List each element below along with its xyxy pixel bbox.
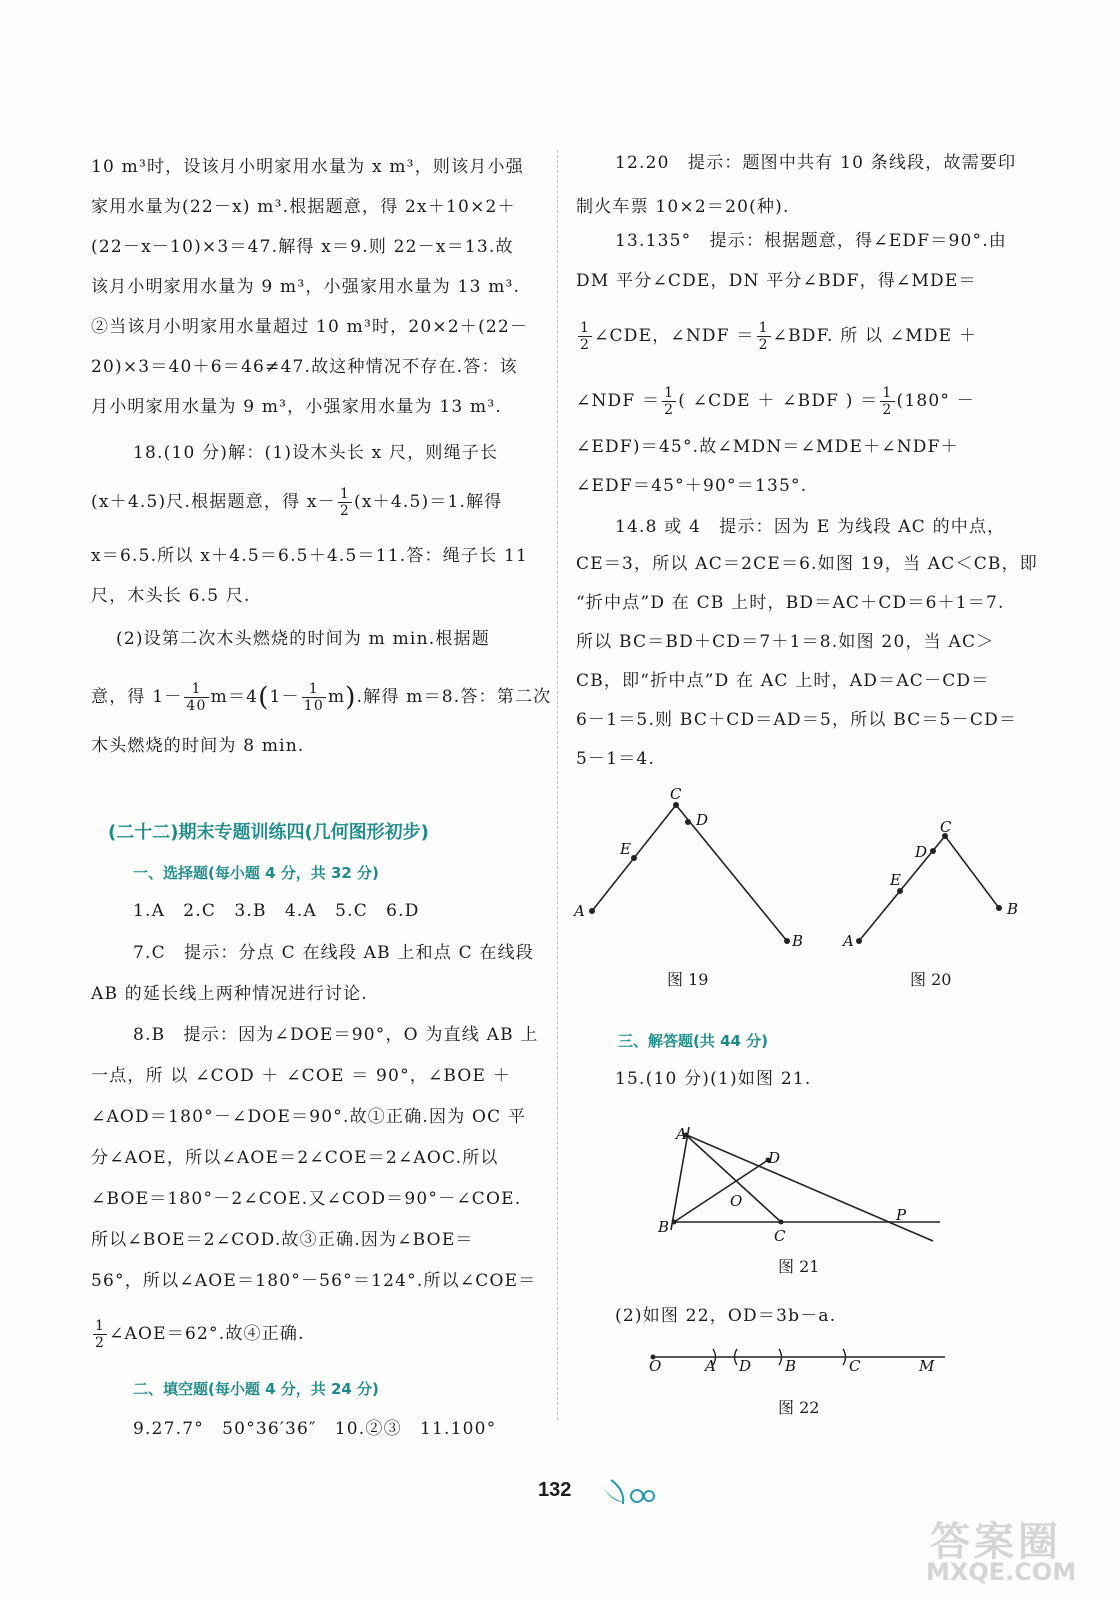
figure-22-caption: 图 22 xyxy=(778,1398,820,1417)
fraction: $\frac{1}{2}$ xyxy=(580,320,591,353)
q8-line: 8.B 提示：因为∠DOE＝90°，O 为直线 AB 上 xyxy=(133,1025,539,1045)
figure-20-diagram xyxy=(840,815,1030,955)
q14-line: CB，即“折中点”D 在 AC 上时，AD＝AC－CD＝ xyxy=(576,671,990,691)
q9-line: 9.27.7° 50°36′36″ 10.②③ 11.100° xyxy=(133,1419,497,1439)
text-line: (22－x－10)×3＝47.解得 x＝9.则 22－x＝13.故 xyxy=(91,237,514,257)
q8-line: ∠BOE＝180°－2∠COE.又∠COD＝90°－∠COE. xyxy=(91,1189,522,1209)
q14-line: 所以 BC＝BD＋CD＝7＋1＝8.如图 20，当 AC＞ xyxy=(576,632,995,652)
q12-line: 制火车票 10×2＝20(种). xyxy=(576,197,790,217)
q13-line: $\frac{1}{2}$ ∠CDE，∠NDF ＝ $\frac{1}{2}$ ∠BDF. 所 以 ∠MDE ＋ xyxy=(580,320,978,353)
text-line: 20)×3＝40＋6＝46≠47.故这种情况不存在.答：该 xyxy=(91,357,518,377)
svg-text:D: D xyxy=(739,1357,752,1375)
q18-line: (x＋4.5)尺.根据题意，得 x－ $\frac{1}{2}$ (x＋4.5)＝1.解得 xyxy=(91,486,503,519)
figure-20 xyxy=(840,815,1030,955)
text-line: 家用水量为(22－x) m³.根据题意，得 2x＋10×2＋ xyxy=(91,197,516,217)
fraction: $\frac{1}{40}$ xyxy=(186,681,207,714)
q14-line: 14.8 或 4 提示：因为 E 为线段 AC 的中点， xyxy=(615,517,1006,537)
q13-line: ∠EDF)＝45°.故∠MDN＝∠MDE＋∠NDF＋ xyxy=(576,437,959,457)
svg-text:C: C xyxy=(849,1357,861,1375)
leaf-ornament-icon xyxy=(597,1478,661,1512)
figure-21 xyxy=(650,1115,950,1245)
answers-line: 1.A 2.C 3.B 4.A 5.C 6.D xyxy=(133,901,420,921)
q14-line: 5－1＝4. xyxy=(576,749,656,769)
fraction: $\frac{1}{2}$ xyxy=(758,320,769,353)
fraction: $\frac{1}{2}$ xyxy=(339,486,350,519)
section-title: (二十二)期末专题训练四(几何图形初步) xyxy=(108,822,429,843)
q8-line: 一点，所 以 ∠COD ＋ ∠COE ＝ 90°，∠BOE ＋ xyxy=(91,1066,511,1086)
svg-text:D: D xyxy=(696,811,709,829)
svg-text:B: B xyxy=(658,1218,670,1236)
figure-21-caption: 图 21 xyxy=(778,1257,820,1276)
svg-text:B: B xyxy=(785,1357,797,1375)
text-line: 月小明家用水量为 9 m³，小强家用水量为 13 m³. xyxy=(91,397,502,417)
svg-text:A: A xyxy=(574,902,585,920)
figure-20-caption: 图 20 xyxy=(910,970,952,989)
q8-line: 56°，所以∠AOE＝180°－56°＝124°.所以∠COE＝ xyxy=(91,1271,537,1291)
q15-line: (2)如图 22，OD＝3b－a. xyxy=(615,1306,837,1326)
q14-line: “折中点”D 在 CB 上时，BD＝AC＋CD＝6＋1＝7. xyxy=(576,593,1005,613)
figure-21-diagram xyxy=(650,1115,950,1245)
svg-text:D: D xyxy=(768,1149,781,1167)
svg-text:C: C xyxy=(670,785,682,803)
q15-line: 15.(10 分)(1)如图 21. xyxy=(615,1069,812,1089)
fraction: $\frac{1}{2}$ xyxy=(882,385,893,418)
watermark-url: MXQE.COM xyxy=(926,1558,1077,1586)
q8-line: ∠AOD＝180°－∠DOE＝90°.故①正确.因为 OC 平 xyxy=(91,1107,527,1127)
q8-line: $\frac{1}{2}$ ∠AOE＝62°.故④正确. xyxy=(95,1318,305,1351)
svg-text:M: M xyxy=(919,1357,935,1375)
svg-text:B: B xyxy=(792,932,804,950)
q18-line: x＝6.5.所以 x＋4.5＝6.5＋4.5＝11.答：绳子长 11 xyxy=(91,546,528,566)
q14-line: 6－1＝5.则 BC＋CD＝AD＝5，所以 BC＝5－CD＝ xyxy=(576,710,1018,730)
figure-19-diagram xyxy=(570,785,810,955)
section-subtitle: 一、选择题(每小题 4 分，共 32 分) xyxy=(133,864,379,882)
page-number: 132 xyxy=(538,1479,572,1501)
section-subtitle: 三、解答题(共 44 分) xyxy=(618,1032,769,1050)
q14-line: CE＝3，所以 AC＝2CE＝6.如图 19，当 AC＜CB，即 xyxy=(576,554,1038,574)
q18-line: (2)设第二次木头燃烧的时间为 m min.根据题 xyxy=(116,629,490,649)
text-line: 该月小明家用水量为 9 m³，小强家用水量为 13 m³. xyxy=(91,277,521,297)
figure-22-diagram xyxy=(645,1345,955,1385)
svg-text:D: D xyxy=(915,843,928,861)
svg-text:O: O xyxy=(730,1192,743,1210)
svg-text:C: C xyxy=(774,1227,786,1245)
svg-text:A: A xyxy=(843,932,854,950)
q13-line: 13.135° 提示：根据题意，得∠EDF＝90°.由 xyxy=(615,231,1007,251)
fraction: $\frac{1}{2}$ xyxy=(95,1318,106,1351)
svg-text:E: E xyxy=(620,840,631,858)
q7-line: 7.C 提示：分点 C 在线段 AB 上和点 C 在线段 xyxy=(133,943,535,963)
svg-text:B: B xyxy=(1007,900,1019,918)
q18-line: 18.(10 分)解：(1)设木头长 x 尺，则绳子长 xyxy=(133,443,499,463)
svg-text:E: E xyxy=(890,871,901,889)
figure-19 xyxy=(570,785,810,955)
svg-text:A: A xyxy=(676,1125,687,1143)
figure-19-caption: 图 19 xyxy=(667,970,709,989)
svg-text:P: P xyxy=(896,1206,907,1224)
q13-line: DM 平分∠CDE，DN 平分∠BDF，得∠MDE＝ xyxy=(576,271,977,291)
svg-text:C: C xyxy=(940,818,952,836)
q13-line: ∠EDF＝45°＋90°＝135°. xyxy=(576,476,808,496)
svg-text:A: A xyxy=(705,1357,716,1375)
q18-line: 尺，木头长 6.5 尺. xyxy=(91,586,251,606)
figure-22 xyxy=(645,1345,955,1385)
q13-line: ∠NDF ＝ $\frac{1}{2}$ ( ∠CDE ＋ ∠BDF ) ＝ $\frac{1}{2}$ (180° － xyxy=(576,385,975,418)
text-line: 10 m³时，设该月小明家用水量为 x m³，则该月小强 xyxy=(91,157,524,177)
q8-line: 分∠AOE，所以∠AOE＝2∠COE＝2∠AOC.所以 xyxy=(91,1148,499,1168)
section-subtitle: 二、填空题(每小题 4 分，共 24 分) xyxy=(133,1380,379,1398)
q12-line: 12.20 提示：题图中共有 10 条线段，故需要印 xyxy=(615,153,1017,173)
text-line: ②当该月小明家用水量超过 10 m³时，20×2＋(22－ xyxy=(91,317,529,337)
q7-line: AB 的延长线上两种情况进行讨论. xyxy=(91,984,368,1004)
watermark: 答案圈 xyxy=(930,1519,1062,1565)
q18-line: 意，得 1－ $\frac{1}{40}$ m＝4(1－ $\frac{1}{10}$ m).解得 m＝8.答：第二次 xyxy=(91,681,552,714)
fraction: $\frac{1}{10}$ xyxy=(303,681,324,714)
q8-line: 所以∠BOE＝2∠COD.故③正确.因为∠BOE＝ xyxy=(91,1230,474,1250)
svg-text:O: O xyxy=(649,1357,662,1375)
fraction: $\frac{1}{2}$ xyxy=(664,385,675,418)
q18-line: 木头燃烧的时间为 8 min. xyxy=(91,736,305,756)
column-divider xyxy=(557,150,558,1420)
